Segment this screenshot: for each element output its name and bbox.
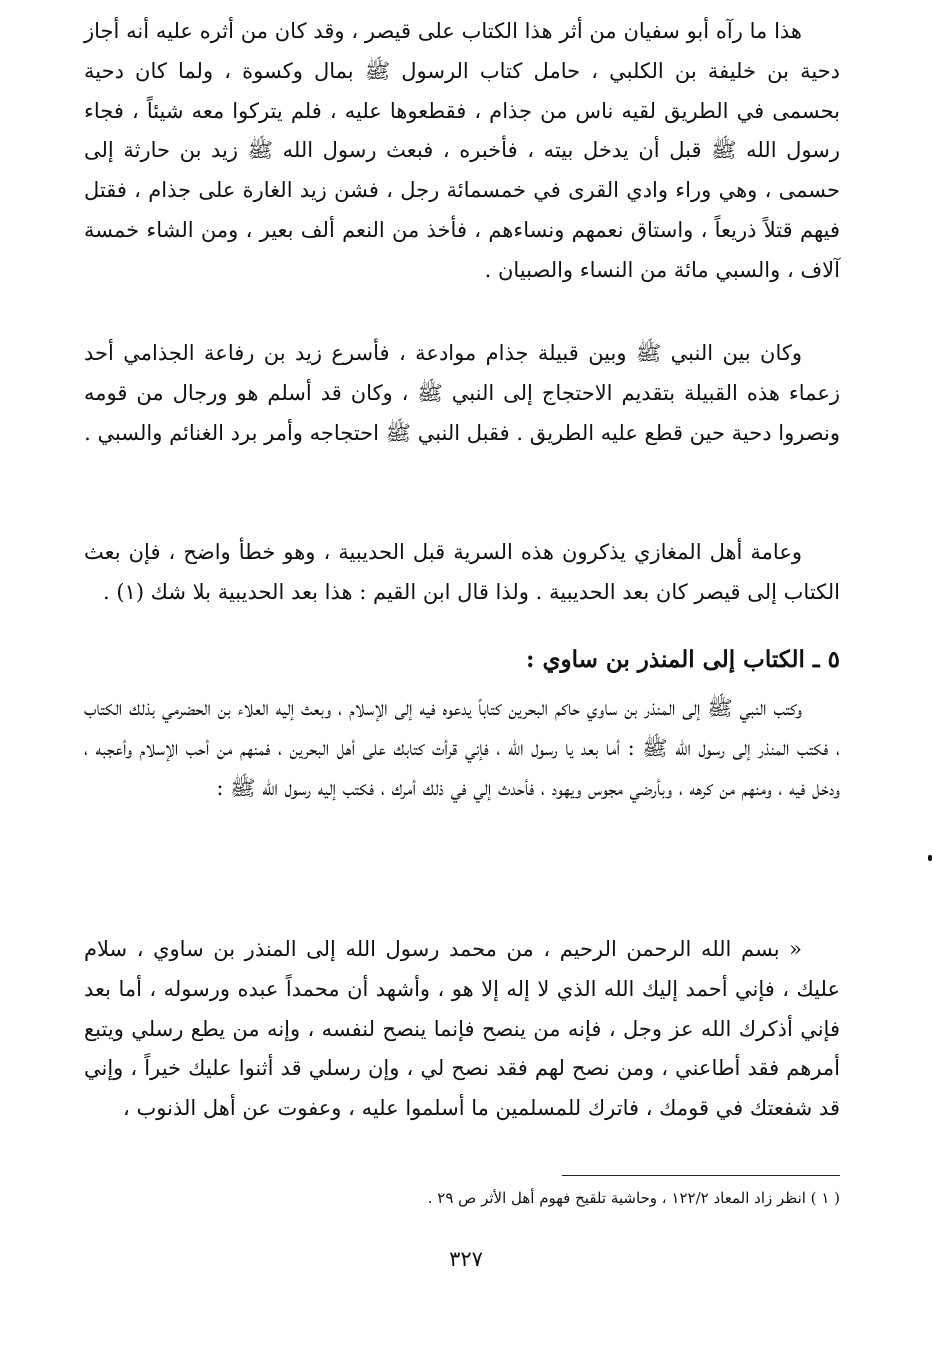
paragraph-4-text: وكتب النبي ﷺ إلى المنذر بن ساوي حاكم البحرين كتاباً يدعوه فيه إلى الإسلام ، وبعث إليه العلاء بن الحضرمي بذلك الكتاب ، فكتب المنذر إلى رسول الله ﷺ : أما بعد يا رسول الله ، فإني قرأت كتابك على أهل البحرين ، فمنهم من أحب الإسلام وأعجبه ، ودخل فيه ، ومنهم من كرهه ، وبأرضي مجوس ويهود ، فأحدث إلي في ذلك أمرك ، فكتب إليه رسول الله ﷺ :	[84, 696, 840, 800]
paragraph-2	[84, 334, 840, 453]
paragraph-3	[84, 533, 840, 613]
paragraph-5	[84, 930, 840, 1129]
paragraph-1-text: هذا ما رآه أبو سفيان من أثر هذا الكتاب على قيصر ، وقد كان من أثره عليه أنه أجاز دحية بن خليفة بن الكلبي ، حامل كتاب الرسول ﷺ بمال وكسوة ، ولما كان دحية بحسمى في الطريق لقيه ناس من جذام ، فقطعوها عليه ، فلم يتركوا معه شيئاً ، فجاء رسول الله ﷺ قبل أن يدخل بيته ، فأخبره ، فبعث رسول الله ﷺ زيد بن حارثة إلى حسمى ، وهي وراء وادي القرى في خمسمائة رجل ، فشن زيد الغارة على جذام ، فقتل فيهم قتلاً ذريعاً ، واستاق نعمهم ونساءهم ، فأخذ من النعم ألف بعير ، ومن الشاء خمسة آلاف ، والسبي مائة من النساء والصبيان .	[84, 19, 840, 282]
margin-speck	[928, 855, 932, 861]
paragraph-2-text: وكان بين النبي ﷺ وبين قبيلة جذام موادعة ، فأسرع زيد بن رفاعة الجذامي أحد زعماء هذه القبيلة بتقديم الاحتجاج إلى النبي ﷺ ، وكان قد أسلم هو ورجال من قومه ونصروا دحية حين قطع عليه الطريق . فقبل النبي ﷺ احتجاجه وأمر برد الغنائم والسبي .	[84, 341, 840, 445]
footnote: ( ١ ) انظر زاد المعاد ١٢٢/٢ ، وحاشية تلقيح فهوم أهل الأثر ص ٢٩ .	[427, 1189, 840, 1207]
page-number: ٣٢٧	[449, 1247, 483, 1271]
paragraph-1	[84, 12, 840, 291]
section-heading: ٥ ـ الكتاب إلى المنذر بن ساوي :	[525, 646, 840, 673]
paragraph-4	[84, 689, 840, 808]
paragraph-3-text: وعامة أهل المغازي يذكرون هذه السرية قبل الحديبية ، وهو خطأ واضح ، فإن بعث الكتاب إلى قيصر كان بعد الحديبية . ولذا قال ابن القيم : هذا بعد الحديبية بلا شك (١) .	[84, 540, 840, 604]
paragraph-5-text: « بسم الله الرحمن الرحيم ، من محمد رسول الله إلى المنذر بن ساوي ، سلام عليك ، فإني أحمد إليك الله الذي لا إله إلا هو ، وأشهد أن محمداً عبده ورسوله ، أما بعد فإني أذكرك الله عز وجل ، فإنه من ينصح فإنما ينصح لنفسه ، وإنه من يطع رسلي ويتبع أمرهم فقد أطاعني ، ومن نصح لهم فقد نصح لي ، وإن رسلي قد أثنوا عليك خيراً ، وإني قد شفعتك في قومك ، فاترك للمسلمين ما أسلموا عليه ، وعفوت عن أهل الذنوب ،	[84, 937, 840, 1121]
footnote-divider	[562, 1175, 840, 1176]
